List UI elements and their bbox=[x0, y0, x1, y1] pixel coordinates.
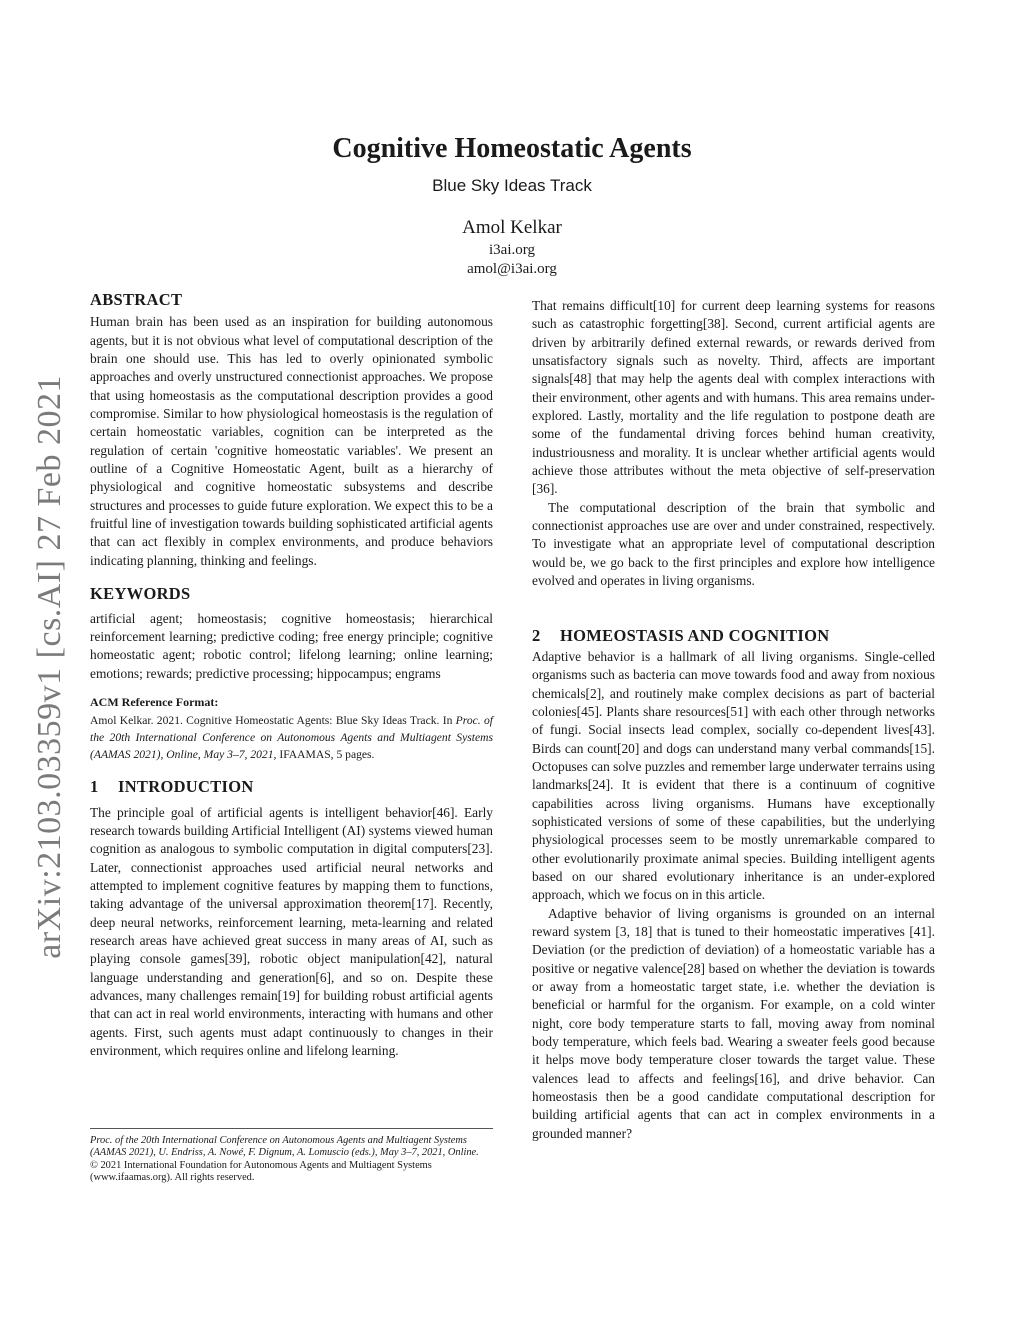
left-column bbox=[90, 291, 493, 1060]
homeostasis-heading bbox=[532, 627, 935, 645]
footnote-copyright: © 2021 International Foundation for Autonomous Agents and Multiagent Systems (www.ifaamas.org). All rights reserved. bbox=[90, 1159, 432, 1183]
author-affiliation: i3ai.org bbox=[489, 242, 535, 258]
introduction-paragraph-2: The computational description of the brain that symbolic and connectionist approaches use are over and under constrained, respectively. To investigate what an appropriate level of computational description would be, we go back to the first principles and explore how intelligence evolved and operates in living organisms. bbox=[532, 499, 935, 589]
acm-reference-line: Amol Kelkar. 2021. Cognitive Homeostatic Agents: Blue Sky Ideas Track. In bbox=[90, 714, 456, 728]
author-email: amol@i3ai.org bbox=[467, 261, 557, 277]
acm-reference-text bbox=[90, 712, 493, 763]
introduction-paragraph: The principle goal of artificial agents is intelligent behavior[46]. Early research towards building Artificial Intelligent (AI) systems viewed human cognition as analogous to symbolic computation in digital computers[23]. Later, connectionist approaches used artificial neural networks and attempted to implement cognitive features by mapping them to functions, taking advantage of the universal approximation theorem[17]. Recently, deep neural networks, reinforcement learning, meta-learning and related research areas have achieved great success in many areas of AI, such as playing console games[39], robotic object manipulation[42], natural language understanding and generation[6], and so on. Despite these advances, many challenges remain[19] for building robust artificial agents that can act in real world environments, interacting with humans and other agents. First, such agents must adapt continuously to changes in their environment, which requires online and lifelong learning. bbox=[90, 804, 493, 1059]
footnote-proceedings: Proc. of the 20th International Conference on Autonomous Agents and Multiagent Systems (AAMAS 2021), U. Endriss, A. Nowé, F. Dignum, A. Lomuscio (eds.), May 3–7, 2021, Online. bbox=[90, 1135, 479, 1159]
homeostasis-title: HOMEOSTASIS AND COGNITION bbox=[560, 625, 830, 645]
introduction-continued-paragraph: That remains difficult[10] for current deep learning systems for reasons such as catastrophic forgetting[38]. Second, current artificial agents are driven by arbitrarily defined external rewards, or rewards derived from unsatisfactory signals such as novelty. Third, affects are important signals[48] that may help the agents deal with complex interactions with their environment, other agents and with humans. This area remains under-explored. Lastly, mortality and the life regulation to postpone death are some of the fundamental driving forces behind human creativity, industriousness and morality. It is unclear whether artificial agents would achieve those attributes without the meta objective of self-preservation [36]. bbox=[532, 298, 935, 497]
homeostasis-number: 2 bbox=[532, 625, 541, 645]
right-column bbox=[532, 297, 935, 1143]
acm-reference-venue: Proc. of the 20th International Conference on Autonomous Agents and Multiagent Systems (AAMAS 2021), Online, May 3–7, 2021, bbox=[90, 714, 493, 762]
paper-title: Cognitive Homeostatic Agents bbox=[332, 133, 692, 164]
keywords-heading: KEYWORDS bbox=[90, 584, 191, 604]
keywords-text: artificial agent; homeostasis; cognitive homeostasis; hierarchical reinforcement learning; predictive coding; free energy principle; cognitive homeostatic agent; robotic control; lifelong learning; online learning; emotions; rewards; predictive processing; hippocampus; engrams bbox=[90, 610, 493, 681]
conference-footnote bbox=[90, 1128, 493, 1184]
abstract-text: Human brain has been used as an inspiration for building autonomous agents, but it is not obvious what level of computational description of the brain one should use. This has led to overly opinionated symbolic approaches and overly unstructured connectionist approaches. We propose that using homeostasis as the computational description provides a good compromise. Similar to how physiological homeostasis is the regulation of certain homeostatic variables, cognition can be interpreted as the regulation of certain 'cognitive homeostatic variables'. We present an outline of a Cognitive Homeostatic Agent, built as a hierarchy of physiological and cognitive homeostatic subsystems and describe structures and processes to guide future exploration. We expect this to be a fruitful line of investigation towards building sophisticated artificial agents that can act flexibly in complex environments, and produce behaviors indicating planning, thinking and feelings. bbox=[90, 314, 493, 568]
homeostasis-paragraph-2: Adaptive behavior of living organisms is grounded on an internal reward system [3, 18] that is tuned to their homeostatic imperatives [41]. Deviation (or the prediction of deviation) of a homeostatic variable has a positive or negative valence[28] based on whether the deviation is towards or away from a homeostatic target state, i.e. whether the deviation is beneficial or harmful for the organism. For example, on a cold winter night, core body temperature starts to fall, moving away from nominal body temperature, which feels bad. Wearing a sweater feels good because it helps move body temperature closer towards the target value. These valences lead to affects and feelings[16], and drive behavior. Can homeostasis then be a good candidate computational description for building artificial agents that can act in complex environments in a grounded manner? bbox=[532, 905, 935, 1141]
acm-reference-heading: ACM Reference Format: bbox=[90, 694, 219, 709]
author-name: Amol Kelkar bbox=[462, 217, 562, 238]
introduction-number: 1 bbox=[90, 777, 99, 797]
track-subtitle: Blue Sky Ideas Track bbox=[432, 176, 592, 195]
arxiv-identifier: arXiv:2103.03359v1 [cs.AI] 27 Feb 2021 bbox=[31, 375, 68, 959]
introduction-heading bbox=[90, 778, 493, 796]
acm-reference-tail: IFAAMAS, 5 pages. bbox=[276, 748, 375, 762]
abstract-heading: ABSTRACT bbox=[90, 290, 183, 309]
introduction-title: INTRODUCTION bbox=[118, 777, 254, 797]
homeostasis-paragraph-1: Adaptive behavior is a hallmark of all living organisms. Single-celled organisms such as bacteria can move towards food and away from noxious chemicals[2], and routinely make complex decisions as part of bacterial colonies[45]. Plants share resources[51] with each other through networks of fungi. Social insects lead complex, socially co-dependent lives[43]. Birds can count[20] and dogs can understand many verbal commands[15]. Octopuses can solve puzzles and remember large underwater terrains using landmarks[24]. It is evident that there is a continuum of cognitive capabilities across living organisms. Humans have exceptionally sophisticated versions of some of these capabilities, but the underlying physiological processes seem to be mostly unremarkable compared to other evolutionarily proximate animal species. Building intelligent agents based on our shared evolutionary inheritance is an under-explored approach, which we focus on in this article. bbox=[532, 648, 935, 903]
